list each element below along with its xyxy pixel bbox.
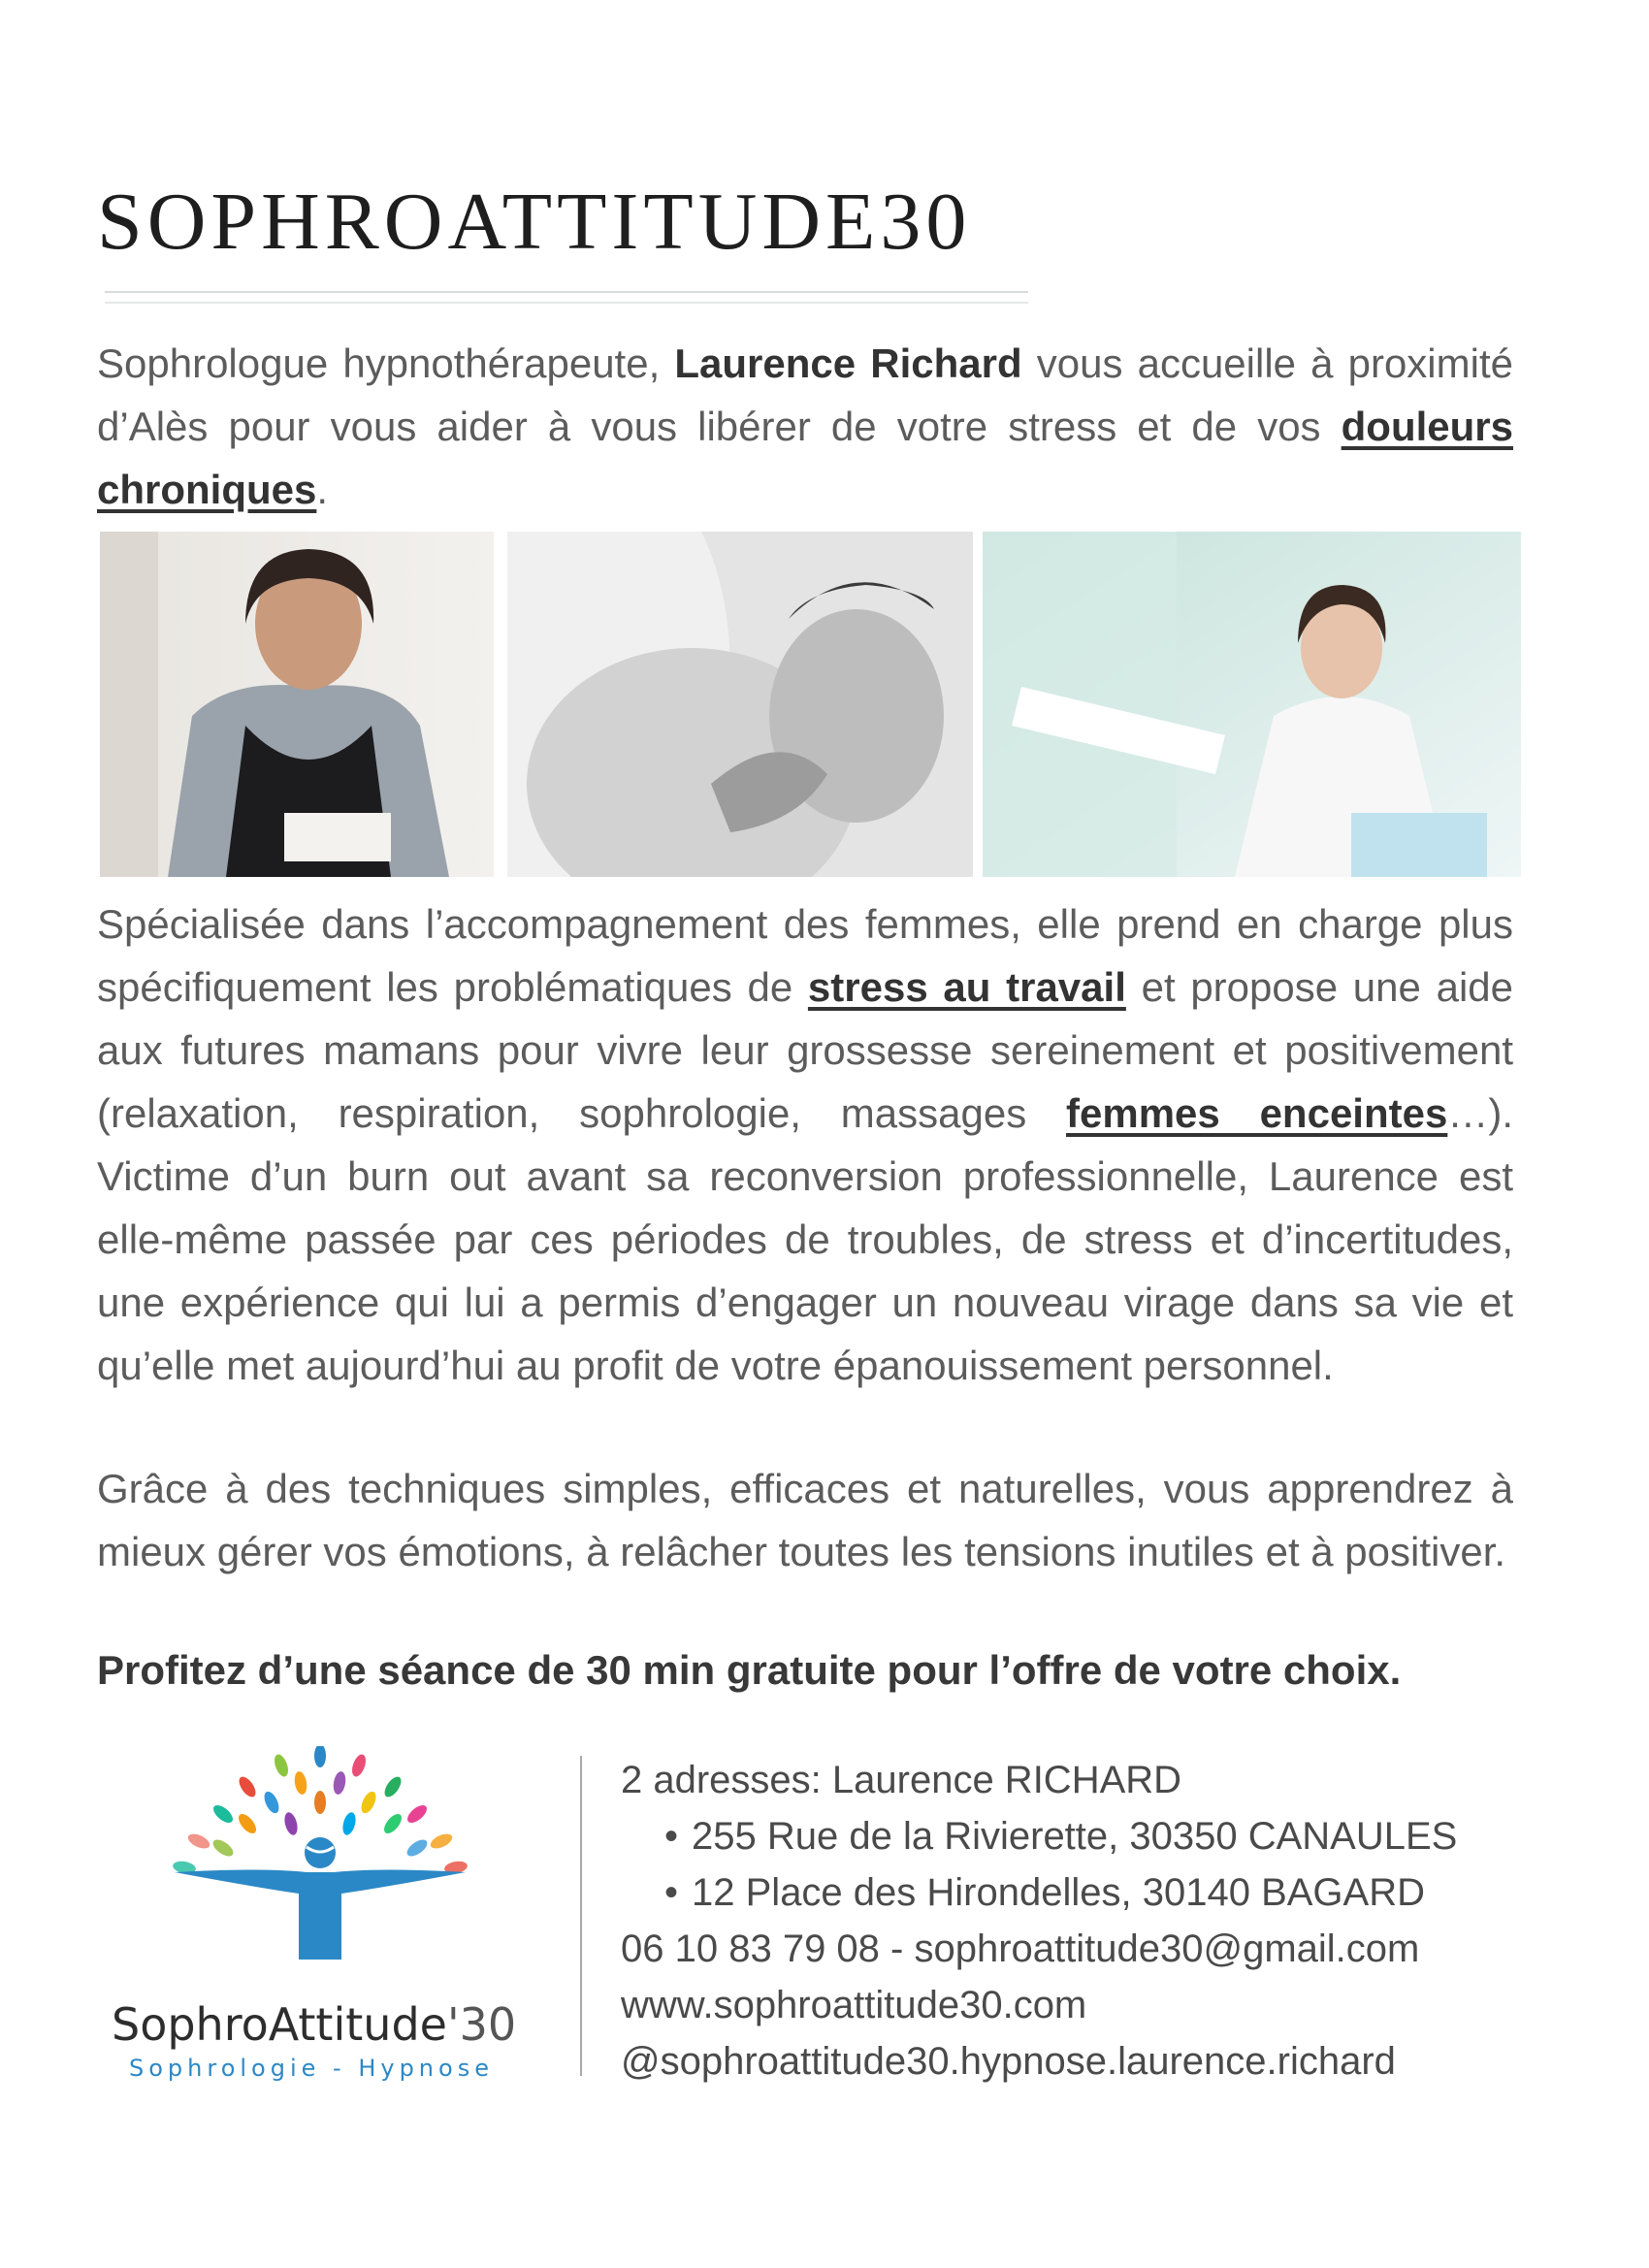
main-text-2: et propose une aide aux futures mamans pour vivre leur grossesse sereinement et positivement (relaxation, respiration, sophrologie, massages (97, 964, 1514, 1136)
work-stress-link[interactable]: stress au travail (807, 964, 1126, 1010)
address-canaules: • 255 Rue de la Rivierette, 30350 CANAULES (621, 1808, 1457, 1864)
intro-paragraph (97, 332, 1513, 521)
logo-name: SophroAttitude (112, 1998, 447, 2051)
logo-wordmark (112, 1998, 516, 2051)
chronic-pain-link[interactable]: douleurs chroniques (97, 404, 1513, 512)
social-handle[interactable]: @sophroattitude30.hypnose.laurence.richard (621, 2040, 1396, 2083)
pregnant-women-link[interactable]: femmes enceintes (1066, 1090, 1448, 1136)
photo-workplace (983, 532, 1521, 877)
photo-practitioner (100, 532, 494, 877)
techniques-paragraph: Grâce à des techniques simples, efficaces et naturelles, vous apprendrez à mieux gérer vos émotions, à relâcher toutes les tensions inutiles et à positiver. (97, 1466, 1513, 1574)
address-bagard: • 12 Place des Hirondelles, 30140 BAGARD (621, 1864, 1457, 1921)
photo-pregnancy (507, 532, 973, 877)
page-title: SOPHROATTITUDE30 (97, 177, 972, 267)
logo-number: '30 (446, 1998, 517, 2051)
contact-block (621, 1752, 1457, 2090)
intro-text-3: . (316, 467, 329, 512)
title-rule-secondary (105, 302, 1028, 304)
contact-divider (580, 1756, 582, 2076)
phone-email[interactable]: 06 10 83 79 08 - sophroattitude30@gmail.com (621, 1928, 1420, 1970)
intro-text-1: Sophrologue hypnothérapeute, (97, 340, 675, 386)
main-text-1: Spécialisée dans l’accompagnement des femmes, elle prend en charge plus spécifiquement les problématiques de (97, 901, 1513, 1010)
tree-logo-icon (165, 1746, 475, 1964)
intro-text-2: vous accueille à proximité d’Alès pour vous aider à vous libérer de votre stress et de vos (97, 340, 1513, 449)
main-text-3: …). Victime d’un burn out avant sa reconversion professionnelle, Laurence est elle-même passée par ces périodes de troubles, de stress et d’incertitudes, une expérience qui lui a permis d’engager un nouveau virage dans sa vie et qu’elle met aujourd’hui au profit de votre épanouissement personnel. (97, 1090, 1513, 1388)
practitioner-name: Laurence Richard (674, 340, 1022, 386)
title-rule (105, 291, 1028, 293)
main-paragraph (97, 892, 1513, 1397)
website-link[interactable]: www.sophroattitude30.com (621, 1984, 1087, 2026)
free-session-offer: Profitez d’une séance de 30 min gratuite pour l’offre de votre choix. (97, 1647, 1402, 1693)
addresses-heading: 2 adresses: Laurence RICHARD (621, 1759, 1182, 1801)
logo-tagline: Sophrologie - Hypnose (129, 2055, 494, 2082)
